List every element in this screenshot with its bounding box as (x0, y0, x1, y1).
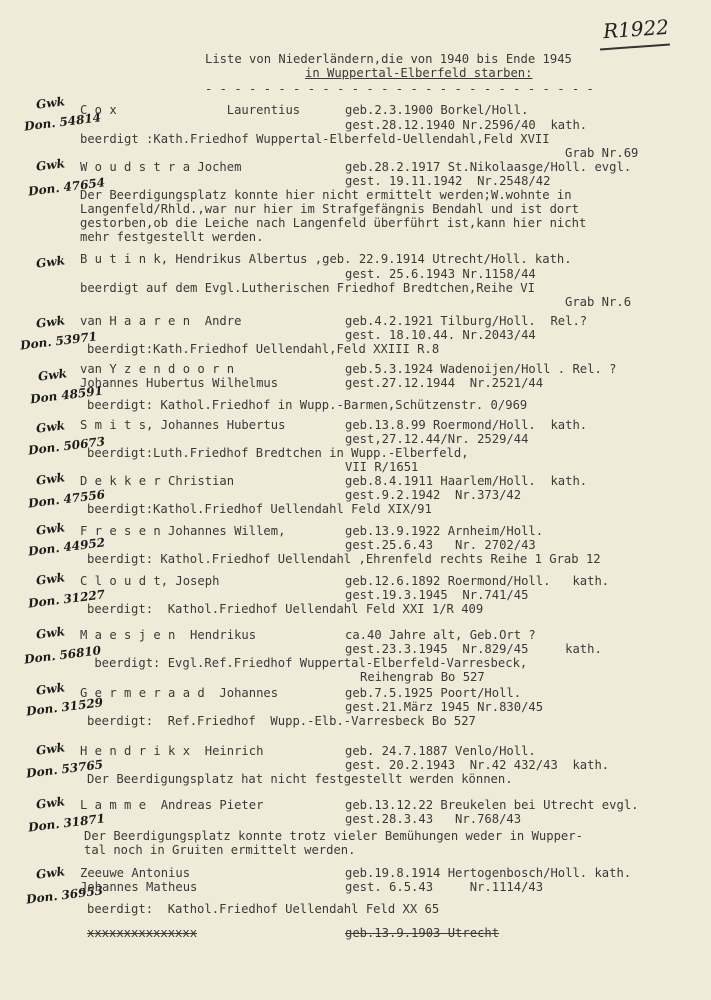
entry-line: Reihengrab Bo 527 (360, 670, 485, 684)
header-line-2: in Wuppertal-Elberfeld starben: (305, 66, 533, 80)
entry-right: ca.40 Jahre alt, Geb.Ort ? (345, 628, 536, 642)
entry-right: geb.19.8.1914 Hertogenbosch/Holl. kath. (345, 866, 632, 880)
handwritten-note: Don. 31529 (25, 695, 104, 719)
handwritten-note: Don. 47556 (27, 487, 106, 511)
handwritten-mark: Gwk (35, 520, 66, 538)
struck-text-left: xxxxxxxxxxxxxxx (87, 926, 198, 940)
entry-line: beerdigt:Luth.Friedhof Bredtchen in Wupp.-Elberfeld, (87, 446, 469, 460)
handwritten-note: Don. 53971 (19, 329, 98, 353)
entry-line: B u t i n k, Hendrikus Albertus ,geb. 22.9.1914 Utrecht/Holl. kath. (80, 252, 572, 266)
entry-line: beerdigt: Ref.Friedhof Wupp.-Elb.-Varresbeck Bo 527 (87, 714, 476, 728)
entry-right: geb.28.2.1917 St.Nikolaasge/Holl. evgl. (345, 160, 632, 174)
entry-line: beerdigt: Evgl.Ref.Friedhof Wuppertal-Elberfeld-Varresbeck, (87, 656, 528, 670)
entry-line: F r e s e n Johannes Willem, (80, 524, 286, 538)
entry-right: geb.5.3.1924 Wadenoijen/Holl . Rel. ? (345, 362, 617, 376)
handwritten-note: Don. 56810 (23, 643, 102, 667)
entry-right: gest. 18.10.44. Nr.2043/44 (345, 328, 536, 342)
handwritten-mark: Gwk (35, 680, 66, 698)
entry-line: S m i t s, Johannes Hubertus (80, 418, 286, 432)
handwritten-note: Don. 31227 (27, 587, 106, 611)
entry-right: gest.28.3.43 Nr.768/43 (345, 812, 522, 826)
handwritten-mark: Gwk (35, 570, 66, 588)
entry-line: beerdigt:Kathol.Friedhof Uellendahl Feld XIX/91 (87, 502, 432, 516)
entry-right: gest. 6.5.43 Nr.1114/43 (345, 880, 544, 894)
handwritten-mark: Gwk (35, 864, 66, 882)
entry-line: Der Beerdigungsplatz konnte hier nicht ermittelt werden;W.wohnte in (80, 188, 572, 202)
entry-line: Zeeuwe Antonius (80, 866, 191, 880)
handwritten-mark: Gwk (35, 470, 66, 488)
entry-right: gest.21.März 1945 Nr.830/45 (345, 700, 544, 714)
entry-right: Grab Nr.69 (565, 146, 639, 160)
entry-right: gest.28.12.1940 Nr.2596/40 kath. (345, 118, 588, 132)
entry-right: gest.27.12.1944 Nr.2521/44 (345, 376, 544, 390)
entry-line: beerdigt: Kathol.Friedhof Uellendahl Feld XXI 1/R 409 (87, 602, 484, 616)
header-rule: - - - - - - - - - - - - - - - - - - - - - - - - - - - (205, 82, 594, 96)
header-line-1: Liste von Niederländern,die von 1940 bis Ende 1945 (205, 52, 572, 66)
handwritten-mark: Gwk (35, 253, 66, 271)
entry-line: Johannes Matheus (80, 880, 198, 894)
struck-text-right: geb.13.9.1903 Utrecht (345, 926, 500, 940)
entry-line: H e n d r i k x Heinrich (80, 744, 264, 758)
entry-right: geb. 24.7.1887 Venlo/Holl. (345, 744, 536, 758)
handwritten-note: Don. 54814 (23, 110, 102, 134)
entry-line: beerdigt: Kathol.Friedhof Uellendahl Feld XX 65 (87, 902, 440, 916)
entry-line: D e k k e r Christian (80, 474, 235, 488)
entry-right: gest. 25.6.1943 Nr.1158/44 (345, 267, 536, 281)
handwritten-note: Don. 53765 (25, 757, 104, 781)
entry-right: gest,27.12.44/Nr. 2529/44 (345, 432, 529, 446)
handwritten-mark: Gwk (35, 313, 66, 331)
entry-line: tal noch in Gruiten ermittelt werden. (84, 843, 356, 857)
entry-line: van H a a r e n Andre (80, 314, 242, 328)
handwritten-note: Don. 50673 (27, 434, 106, 458)
entry-right: geb.13.9.1922 Arnheim/Holl. (345, 524, 544, 538)
entry-line: beerdigt: Kathol.Friedhof Uellendahl ,Ehrenfeld rechts Reihe 1 Grab 12 (87, 552, 601, 566)
handwritten-note: Don 48591 (29, 383, 104, 407)
handwritten-mark: Gwk (35, 740, 66, 758)
entry-line: M a e s j e n Hendrikus (80, 628, 257, 642)
handwritten-note: Don. 36953 (25, 883, 104, 907)
entry-right: geb.8.4.1911 Haarlem/Holl. kath. (345, 474, 588, 488)
entry-line: beerdigt auf dem Evgl.Lutherischen Friedhof Bredtchen,Reihe VI (80, 281, 535, 295)
handwritten-note: Don. 47654 (27, 175, 106, 199)
entry-line: beerdigt:Kath.Friedhof Uellendahl,Feld XXIII R.8 (87, 342, 440, 356)
entry-right: gest.9.2.1942 Nr.373/42 (345, 488, 522, 502)
handwritten-mark: Gwk (35, 624, 66, 642)
entry-line: Der Beerdigungsplatz hat nicht festgestellt werden können. (87, 772, 513, 786)
entry-line: Langenfeld/Rhld.,war nur hier im Strafgefängnis Bendahl und ist dort (80, 202, 579, 216)
entry-right: gest.19.3.1945 Nr.741/45 (345, 588, 529, 602)
handwritten-mark: Gwk (35, 418, 66, 436)
entry-line: beerdigt: Kathol.Friedhof in Wupp.-Barmen,Schützenstr. 0/969 (87, 398, 528, 412)
handwritten-mark: Gwk (35, 156, 66, 174)
entry-right: geb.7.5.1925 Poort/Holl. (345, 686, 522, 700)
entry-right: Grab Nr.6 (565, 295, 632, 309)
entry-right: geb.2.3.1900 Borkel/Holl. (345, 103, 529, 117)
entry-right: geb.12.6.1892 Roermond/Holl. kath. (345, 574, 610, 588)
entry-line: Der Beerdigungsplatz konnte trotz vieler Bemühungen weder in Wupper- (84, 829, 583, 843)
entry-line: VII R/1651 (345, 460, 419, 474)
entry-line: L a m m e Andreas Pieter (80, 798, 264, 812)
entry-line: beerdigt :Kath.Friedhof Wuppertal-Elberfeld-Uellendahl,Feld XVII (80, 132, 550, 146)
entry-line: mehr festgestellt werden. (80, 230, 264, 244)
entry-line: G e r m e r a a d Johannes (80, 686, 279, 700)
entry-right: geb.13.8.99 Roermond/Holl. kath. (345, 418, 588, 432)
entry-line: C o x Laurentius (80, 103, 301, 117)
handwritten-note: Don. 44952 (27, 535, 106, 559)
entry-line: van Y z e n d o o r n (80, 362, 235, 376)
handwritten-mark: Gwk (35, 94, 66, 112)
entry-line: C l o u d t, Joseph (80, 574, 220, 588)
entry-right: gest. 19.11.1942 Nr.2548/42 (345, 174, 551, 188)
handwritten-mark: Gwk (35, 794, 66, 812)
reference-number: R1922 (602, 14, 670, 44)
entry-right: geb.4.2.1921 Tilburg/Holl. Rel.? (345, 314, 588, 328)
entry-line: gestorben,ob die Leiche nach Langenfeld überführt ist,kann hier nicht (80, 216, 587, 230)
entry-right: geb.13.12.22 Breukelen bei Utrecht evgl. (345, 798, 639, 812)
handwritten-note: Don. 31871 (27, 811, 106, 835)
entry-right: gest.25.6.43 Nr. 2702/43 (345, 538, 536, 552)
entry-right: gest.23.3.1945 Nr.829/45 kath. (345, 642, 602, 656)
handwritten-mark: Gwk (37, 366, 68, 384)
entry-right: gest. 20.2.1943 Nr.42 432/43 kath. (345, 758, 610, 772)
entry-line: Johannes Hubertus Wilhelmus (80, 376, 279, 390)
reference-underline (600, 44, 670, 51)
entry-line: W o u d s t r a Jochem (80, 160, 242, 174)
